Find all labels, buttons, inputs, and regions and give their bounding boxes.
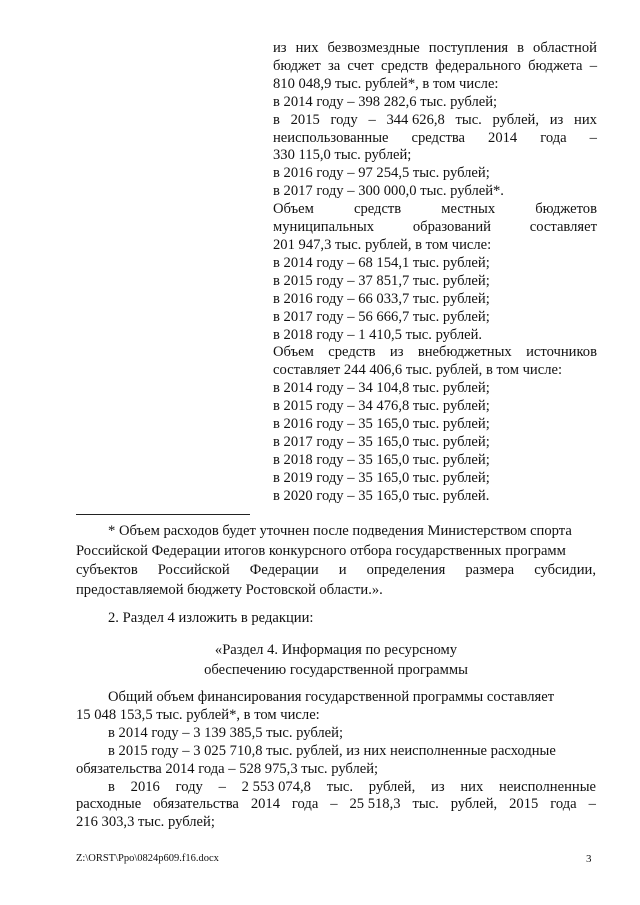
- text-line: 330 115,0 тыс. рублей;: [273, 147, 412, 164]
- text-line: в 2016 году – 35 165,0 тыс. рублей;: [273, 416, 490, 433]
- text-line: в 2014 году – 68 154,1 тыс. рублей;: [273, 254, 490, 271]
- word: средств: [328, 344, 376, 361]
- word: обязательства: [153, 796, 239, 813]
- line-words: [273, 344, 597, 362]
- section-title-line: «Раздел 4. Информация по ресурсному: [214, 642, 458, 658]
- footnote: [76, 522, 596, 600]
- word: Объем: [273, 344, 314, 361]
- word: субсидии,: [534, 562, 596, 579]
- page-number: 3: [586, 853, 592, 865]
- word: средств: [353, 201, 402, 218]
- word: –: [589, 129, 597, 146]
- word: бюджет: [273, 57, 321, 74]
- word: расходные: [76, 796, 142, 813]
- word: образований: [412, 219, 491, 236]
- word: 25 518,3: [349, 796, 401, 813]
- footnote-line: предоставляемой бюджету Ростовской области.».: [76, 581, 383, 598]
- file-path: Z:\ORST\Ppo\0824p609.f16.docx: [76, 853, 219, 864]
- text-line: в 2014 году – 34 104,8 тыс. рублей;: [273, 380, 490, 397]
- line-words: [273, 201, 597, 219]
- word: в: [273, 111, 280, 128]
- word: 2014: [250, 796, 280, 813]
- word: из: [389, 344, 404, 361]
- text-line: 216 303,3 тыс. рублей;: [76, 814, 215, 831]
- line-words: [273, 58, 597, 76]
- text-line: в 2017 году – 56 666,7 тыс. рублей;: [273, 308, 490, 325]
- word: за: [327, 57, 341, 74]
- text-line: в 2014 году – 3 139 385,5 тыс. рублей;: [108, 724, 344, 741]
- text-line: в 2019 году – 35 165,0 тыс. рублей;: [273, 469, 490, 486]
- word: тыс.: [412, 796, 439, 813]
- word: них: [295, 40, 319, 56]
- word: в: [108, 778, 115, 795]
- word: 2015: [290, 111, 320, 128]
- text-line: в 2014 году – 398 282,6 тыс. рублей;: [273, 93, 498, 110]
- word: из: [549, 111, 564, 128]
- word: счет: [347, 57, 374, 74]
- line-words: [273, 112, 597, 130]
- word: –: [588, 796, 596, 813]
- section-title-line: обеспечению государственной программы: [204, 662, 468, 678]
- word: –: [368, 111, 376, 128]
- section-heading: [76, 640, 596, 680]
- word: определения: [366, 562, 446, 579]
- text-line: в 2015 году – 37 851,7 тыс. рублей;: [273, 272, 490, 289]
- word: неисполненные: [499, 778, 596, 795]
- text-line: составляет 244 406,6 тыс. рублей, в том числе:: [273, 362, 563, 379]
- word: –: [589, 57, 597, 74]
- word: местных: [441, 201, 496, 218]
- text-line: в 2020 году – 35 165,0 тыс. рублей.: [273, 487, 490, 504]
- footnote-separator: [76, 514, 250, 515]
- text-line: в 2017 году – 300 000,0 тыс. рублей*.: [273, 183, 504, 200]
- word: них: [574, 111, 597, 128]
- word: тыс.: [326, 778, 354, 795]
- text-line: в 2018 году – 35 165,0 тыс. рублей;: [273, 451, 490, 468]
- text-line: в 2015 году – 3 025 710,8 тыс. рублей, из них неисполненные расходные: [108, 742, 556, 759]
- text-line: обязательства 2014 года – 528 975,3 тыс. рублей;: [76, 760, 379, 777]
- word: рублей,: [492, 111, 540, 128]
- word: неиспользованные: [273, 129, 389, 146]
- word: году: [330, 111, 358, 128]
- word: внебюджетных: [417, 344, 512, 361]
- word: года: [550, 796, 577, 813]
- word: средства: [411, 129, 466, 146]
- word: из: [431, 778, 445, 795]
- word: года: [540, 129, 567, 146]
- word: –: [330, 796, 338, 813]
- line-words: [273, 219, 597, 237]
- footnote-line: * Объем расходов будет уточнен после подведения Министерством спорта: [108, 523, 572, 539]
- text-line: в 2016 году – 97 254,5 тыс. рублей;: [273, 165, 490, 182]
- word: субъектов: [76, 562, 138, 579]
- word: федерального: [435, 57, 521, 74]
- word: поступления: [428, 40, 509, 56]
- word: Российской: [157, 562, 230, 579]
- footnote-line-words: [76, 561, 596, 581]
- line-words: [273, 40, 597, 58]
- budget-column: [273, 40, 597, 506]
- text-line: в 2018 году – 1 410,5 тыс. рублей.: [273, 326, 483, 343]
- line-words: [76, 796, 596, 814]
- footnote-line: Российской Федерации итогов конкурсного отбора государственных программ: [76, 542, 566, 559]
- word: Объем: [273, 201, 314, 218]
- word: бюджетов: [535, 201, 597, 218]
- word: тыс.: [455, 111, 482, 128]
- line-words: [76, 779, 596, 797]
- word: рублей,: [450, 796, 498, 813]
- text-line: в 2016 году – 66 033,7 тыс. рублей;: [273, 290, 490, 307]
- text-line: 201 947,3 тыс. рублей, в том числе:: [273, 236, 492, 253]
- word: 2016: [130, 778, 160, 795]
- text-line: 810 048,9 тыс. рублей*, в том числе:: [273, 75, 499, 92]
- word: составляет: [529, 219, 597, 236]
- word: областной: [533, 40, 597, 56]
- word: в: [517, 40, 525, 56]
- word: размера: [465, 562, 515, 579]
- financing-paragraph: [76, 689, 596, 832]
- word: 2 553 074,8: [241, 778, 311, 795]
- word: бюджета: [528, 57, 583, 74]
- word: безвозмездные: [327, 40, 420, 56]
- word: года: [291, 796, 319, 813]
- word: 2014: [488, 129, 518, 146]
- word: них: [460, 778, 484, 795]
- word: из: [273, 40, 287, 56]
- word: 344 626,8: [386, 111, 445, 128]
- word: –: [218, 778, 226, 795]
- line-words: [273, 130, 597, 148]
- word: году: [175, 778, 203, 795]
- text-line: Общий объем финансирования государственной программы составляет: [108, 689, 555, 705]
- word: Федерации: [249, 562, 319, 579]
- word: рублей,: [368, 778, 416, 795]
- word: и: [338, 562, 347, 579]
- text-line: в 2017 году – 35 165,0 тыс. рублей;: [273, 433, 490, 450]
- word: 2015: [509, 796, 539, 813]
- text-line: 15 048 153,5 тыс. рублей*, в том числе:: [76, 706, 320, 723]
- amendment-item: 2. Раздел 4 изложить в редакции:: [108, 610, 314, 626]
- word: источников: [526, 344, 597, 361]
- text-line: в 2015 году – 34 476,8 тыс. рублей;: [273, 398, 490, 415]
- word: средств: [380, 57, 429, 74]
- word: муниципальных: [273, 219, 375, 236]
